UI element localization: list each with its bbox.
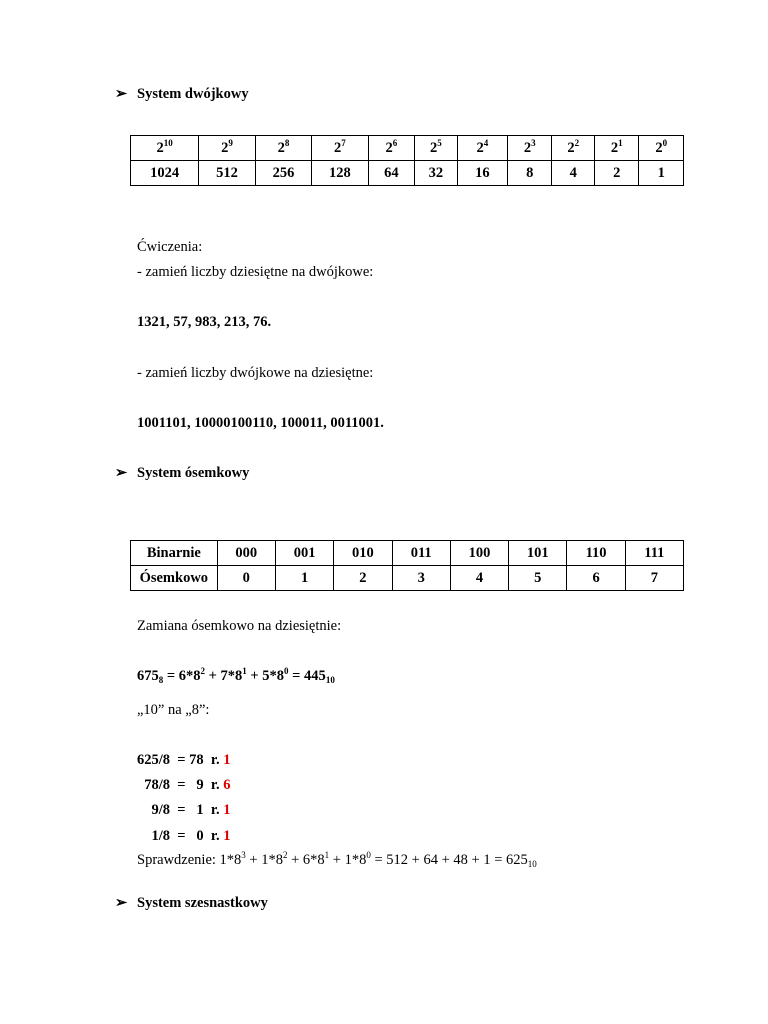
division-step: 78/8 = 9 r. 6 (137, 777, 231, 793)
value-cell: 128 (312, 161, 368, 186)
division-step: 625/8 = 78 r. 1 (137, 752, 231, 768)
power-cell: $2^4$ (457, 136, 507, 161)
value-cell: 512 (199, 161, 255, 186)
remainder: 1 (223, 828, 231, 844)
octal-cell: 6 (567, 566, 625, 591)
remainder: 6 (223, 777, 231, 793)
power-cell: $2^5$ (415, 136, 458, 161)
octal-cell: 7 (625, 566, 683, 591)
section-heading-octal (115, 465, 249, 482)
power-cell: $2^7$ (312, 136, 368, 161)
power-cell: $2^{10}$ (131, 136, 199, 161)
octal-cell: 0 (217, 566, 275, 591)
value-cell: 64 (368, 161, 414, 186)
table-row-binary (131, 541, 684, 566)
power-cell: $2^3$ (508, 136, 552, 161)
arrow-bullet-icon: ➢ (115, 895, 128, 911)
octal-cell: 3 (392, 566, 450, 591)
octal-cell: 1 (275, 566, 333, 591)
power-cell: $2^6$ (368, 136, 414, 161)
value-cell: 8 (508, 161, 552, 186)
binary-cell: 101 (509, 541, 567, 566)
binary-cell: 011 (392, 541, 450, 566)
value-cell: 2 (594, 161, 638, 186)
octal-cell: 4 (450, 566, 508, 591)
section-heading-hex (115, 895, 268, 912)
verification-line: Sprawdzenie: $1*8^3 + 1*8^2 + 6*8^1 + 1*8^0 = 512 + 64 + 48 + 1 = 625_{10}$ (137, 850, 537, 869)
octal-cell: 2 (334, 566, 392, 591)
section-title: System dwójkowy (137, 86, 249, 102)
power-cell: $2^1$ (594, 136, 638, 161)
power-cell: $2^8$ (255, 136, 311, 161)
binary-cell: 001 (275, 541, 333, 566)
row-label: Binarnie (131, 541, 218, 566)
arrow-bullet-icon: ➢ (115, 86, 128, 102)
decimal-to-octal-label: „10” na „8”: (137, 702, 210, 718)
division-step: 1/8 = 0 r. 1 (137, 828, 231, 844)
section-heading-binary (115, 86, 249, 103)
section-title: System ósemkowy (137, 465, 250, 481)
section-title: System szesnastkowy (137, 895, 268, 911)
binary-cell: 010 (334, 541, 392, 566)
task-decimal-numbers: 1321, 57, 983, 213, 76. (137, 314, 272, 330)
value-cell: 256 (255, 161, 311, 186)
binary-cell: 111 (625, 541, 683, 566)
division-step: 9/8 = 1 r. 1 (137, 802, 231, 818)
row-label: Ósemkowo (131, 566, 218, 591)
octal-cell: 5 (509, 566, 567, 591)
power-cell: $2^9$ (199, 136, 255, 161)
power-cell: $2^2$ (552, 136, 595, 161)
conversion-label: Zamiana ósemkowo na dziesiętnie: (137, 618, 342, 634)
value-cell: 32 (415, 161, 458, 186)
binary-cell: 100 (450, 541, 508, 566)
task-binary-numbers: 1001101, 10000100110, 100011, 0011001. (137, 415, 384, 431)
value-cell: 1024 (131, 161, 199, 186)
value-cell: 4 (552, 161, 595, 186)
binary-cell: 000 (217, 541, 275, 566)
octal-table (130, 540, 684, 591)
octal-formula: $675_8 = 6*8^2 + 7*8^1 + 5*8^0 = 445_{10}$ (137, 666, 335, 685)
value-cell: 1 (639, 161, 684, 186)
table-row-octal (131, 566, 684, 591)
value-cell: 16 (457, 161, 507, 186)
table-row-powers (131, 136, 684, 161)
exercises-label: Ćwiczenia: (137, 239, 203, 255)
arrow-bullet-icon: ➢ (115, 465, 128, 481)
remainder: 1 (223, 752, 231, 768)
table-row-values (131, 161, 684, 186)
task-binary-to-decimal: - zamień liczby dwójkowe na dziesiętne: (137, 365, 374, 381)
binary-cell: 110 (567, 541, 625, 566)
binary-powers-table (130, 135, 684, 186)
remainder: 1 (223, 802, 231, 818)
task-decimal-to-binary: - zamień liczby dziesiętne na dwójkowe: (137, 264, 374, 280)
power-cell: $2^0$ (639, 136, 684, 161)
